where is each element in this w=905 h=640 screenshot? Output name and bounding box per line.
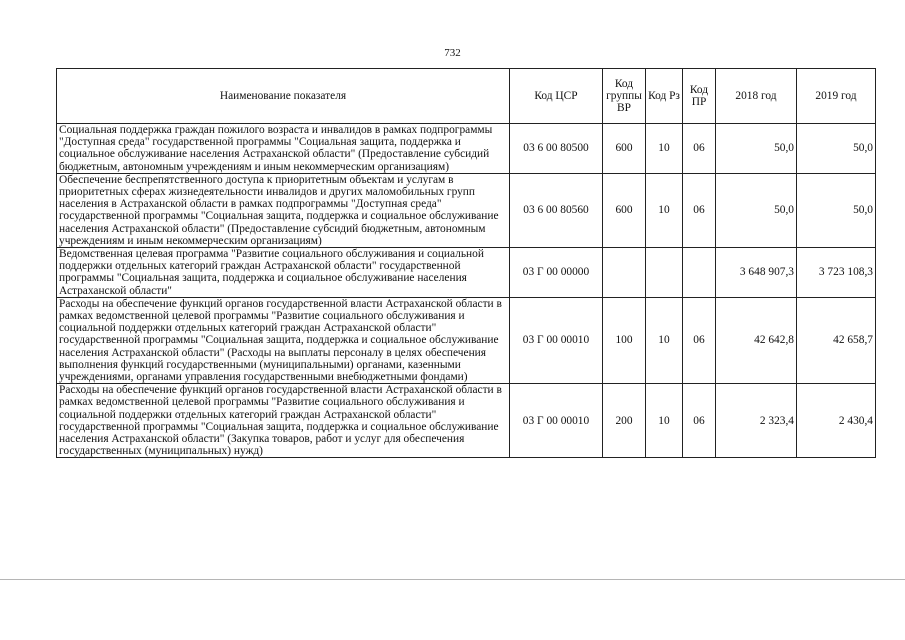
- row-pr-cell: 06: [683, 297, 716, 383]
- row-name-cell: Расходы на обеспечение функций органов государственной власти Астраханской области в рамках ведомственной целевой программы "Развитие социального обслуживания и социальной поддержки отдельных категорий граждан Астраханской области" государственной программы "Социальная защита, поддержка и социальное обслуживание населения Астраханской области" (Расходы на выплаты персоналу в целях обеспечения выполнения функций государственными (муниципальными) органами, казенными учреждениями, органами управления государственными внебюджетными фондами): [57, 297, 510, 383]
- table-body: [57, 124, 876, 458]
- row-vr-cell: [603, 248, 646, 298]
- row-rz-cell: [646, 248, 683, 298]
- table-row: [57, 384, 876, 458]
- header-year-2018: 2018 год: [716, 69, 797, 124]
- row-csr-cell: 03 Г 00 00010: [510, 297, 603, 383]
- row-name-cell: Ведомственная целевая программа "Развитие социального обслуживания и социальной поддержки отдельных категорий граждан Астраханской области" государственной программы "Социальная защита, поддержка и социальное обслуживание населения Астраханской области": [57, 248, 510, 298]
- row-rz-cell: 10: [646, 384, 683, 458]
- row-pr-cell: [683, 248, 716, 298]
- row-pr-cell: 06: [683, 173, 716, 247]
- header-row: [57, 69, 876, 124]
- row-csr-cell: 03 6 00 80560: [510, 173, 603, 247]
- row-vr-cell: 100: [603, 297, 646, 383]
- header-csr-code: Код ЦСР: [510, 69, 603, 124]
- header-name: Наименование показателя: [57, 69, 510, 124]
- row-vr-cell: 200: [603, 384, 646, 458]
- row-name-cell: Обеспечение беспрепятственного доступа к приоритетным объектам и услугам в приоритетных сферах жизнедеятельности инвалидов и других маломобильных групп населения в Астраханской области в рамках подпрограммы "Доступная среда" государственной программы "Социальная защита, поддержка и социальное обслуживание населения Астраханской области" (Предоставление субсидий бюджетным, автономным учреждениям и иным некоммерческим организациям): [57, 173, 510, 247]
- table-row: [57, 173, 876, 247]
- scan-edge-line: [0, 579, 905, 580]
- budget-table: [56, 68, 876, 458]
- header-pr-code: Код ПР: [683, 69, 716, 124]
- row-rz-cell: 10: [646, 124, 683, 174]
- row-vr-cell: 600: [603, 124, 646, 174]
- row-name-cell: Социальная поддержка граждан пожилого возраста и инвалидов в рамках подпрограммы "Доступная среда" государственной программы "Социальная защита, поддержка и социальное обслуживание населения Астраханской области" (Предоставление субсидий бюджетным, автономным учреждениям и иным некоммерческим организациям): [57, 124, 510, 174]
- row-2018-amount: 50,0: [716, 173, 797, 247]
- header-vr-code: Код группы ВР: [603, 69, 646, 124]
- row-csr-cell: 03 6 00 80500: [510, 124, 603, 174]
- row-pr-cell: 06: [683, 124, 716, 174]
- row-2018-amount: 2 323,4: [716, 384, 797, 458]
- header-year-2019: 2019 год: [797, 69, 876, 124]
- table-row: [57, 124, 876, 174]
- row-2018-amount: 3 648 907,3: [716, 248, 797, 298]
- row-csr-cell: 03 Г 00 00010: [510, 384, 603, 458]
- row-rz-cell: 10: [646, 173, 683, 247]
- row-name-cell: Расходы на обеспечение функций органов государственной власти Астраханской области в рамках ведомственной целевой программы "Развитие социального обслуживания и социальной поддержки отдельных категорий граждан Астраханской области" государственной программы "Социальная защита, поддержка и социальное обслуживание населения Астраханской области" (Закупка товаров, работ и услуг для обеспечения государственных (муниципальных) нужд): [57, 384, 510, 458]
- header-rz-code: Код Рз: [646, 69, 683, 124]
- row-2019-amount: 50,0: [797, 124, 876, 174]
- row-2018-amount: 42 642,8: [716, 297, 797, 383]
- row-2018-amount: 50,0: [716, 124, 797, 174]
- row-csr-cell: 03 Г 00 00000: [510, 248, 603, 298]
- page-number: 732: [444, 47, 461, 59]
- row-2019-amount: 50,0: [797, 173, 876, 247]
- row-2019-amount: 2 430,4: [797, 384, 876, 458]
- row-2019-amount: 42 658,7: [797, 297, 876, 383]
- row-pr-cell: 06: [683, 384, 716, 458]
- row-2019-amount: 3 723 108,3: [797, 248, 876, 298]
- row-rz-cell: 10: [646, 297, 683, 383]
- table-row: [57, 297, 876, 383]
- row-vr-cell: 600: [603, 173, 646, 247]
- table-row: [57, 248, 876, 298]
- table-header: [57, 69, 876, 124]
